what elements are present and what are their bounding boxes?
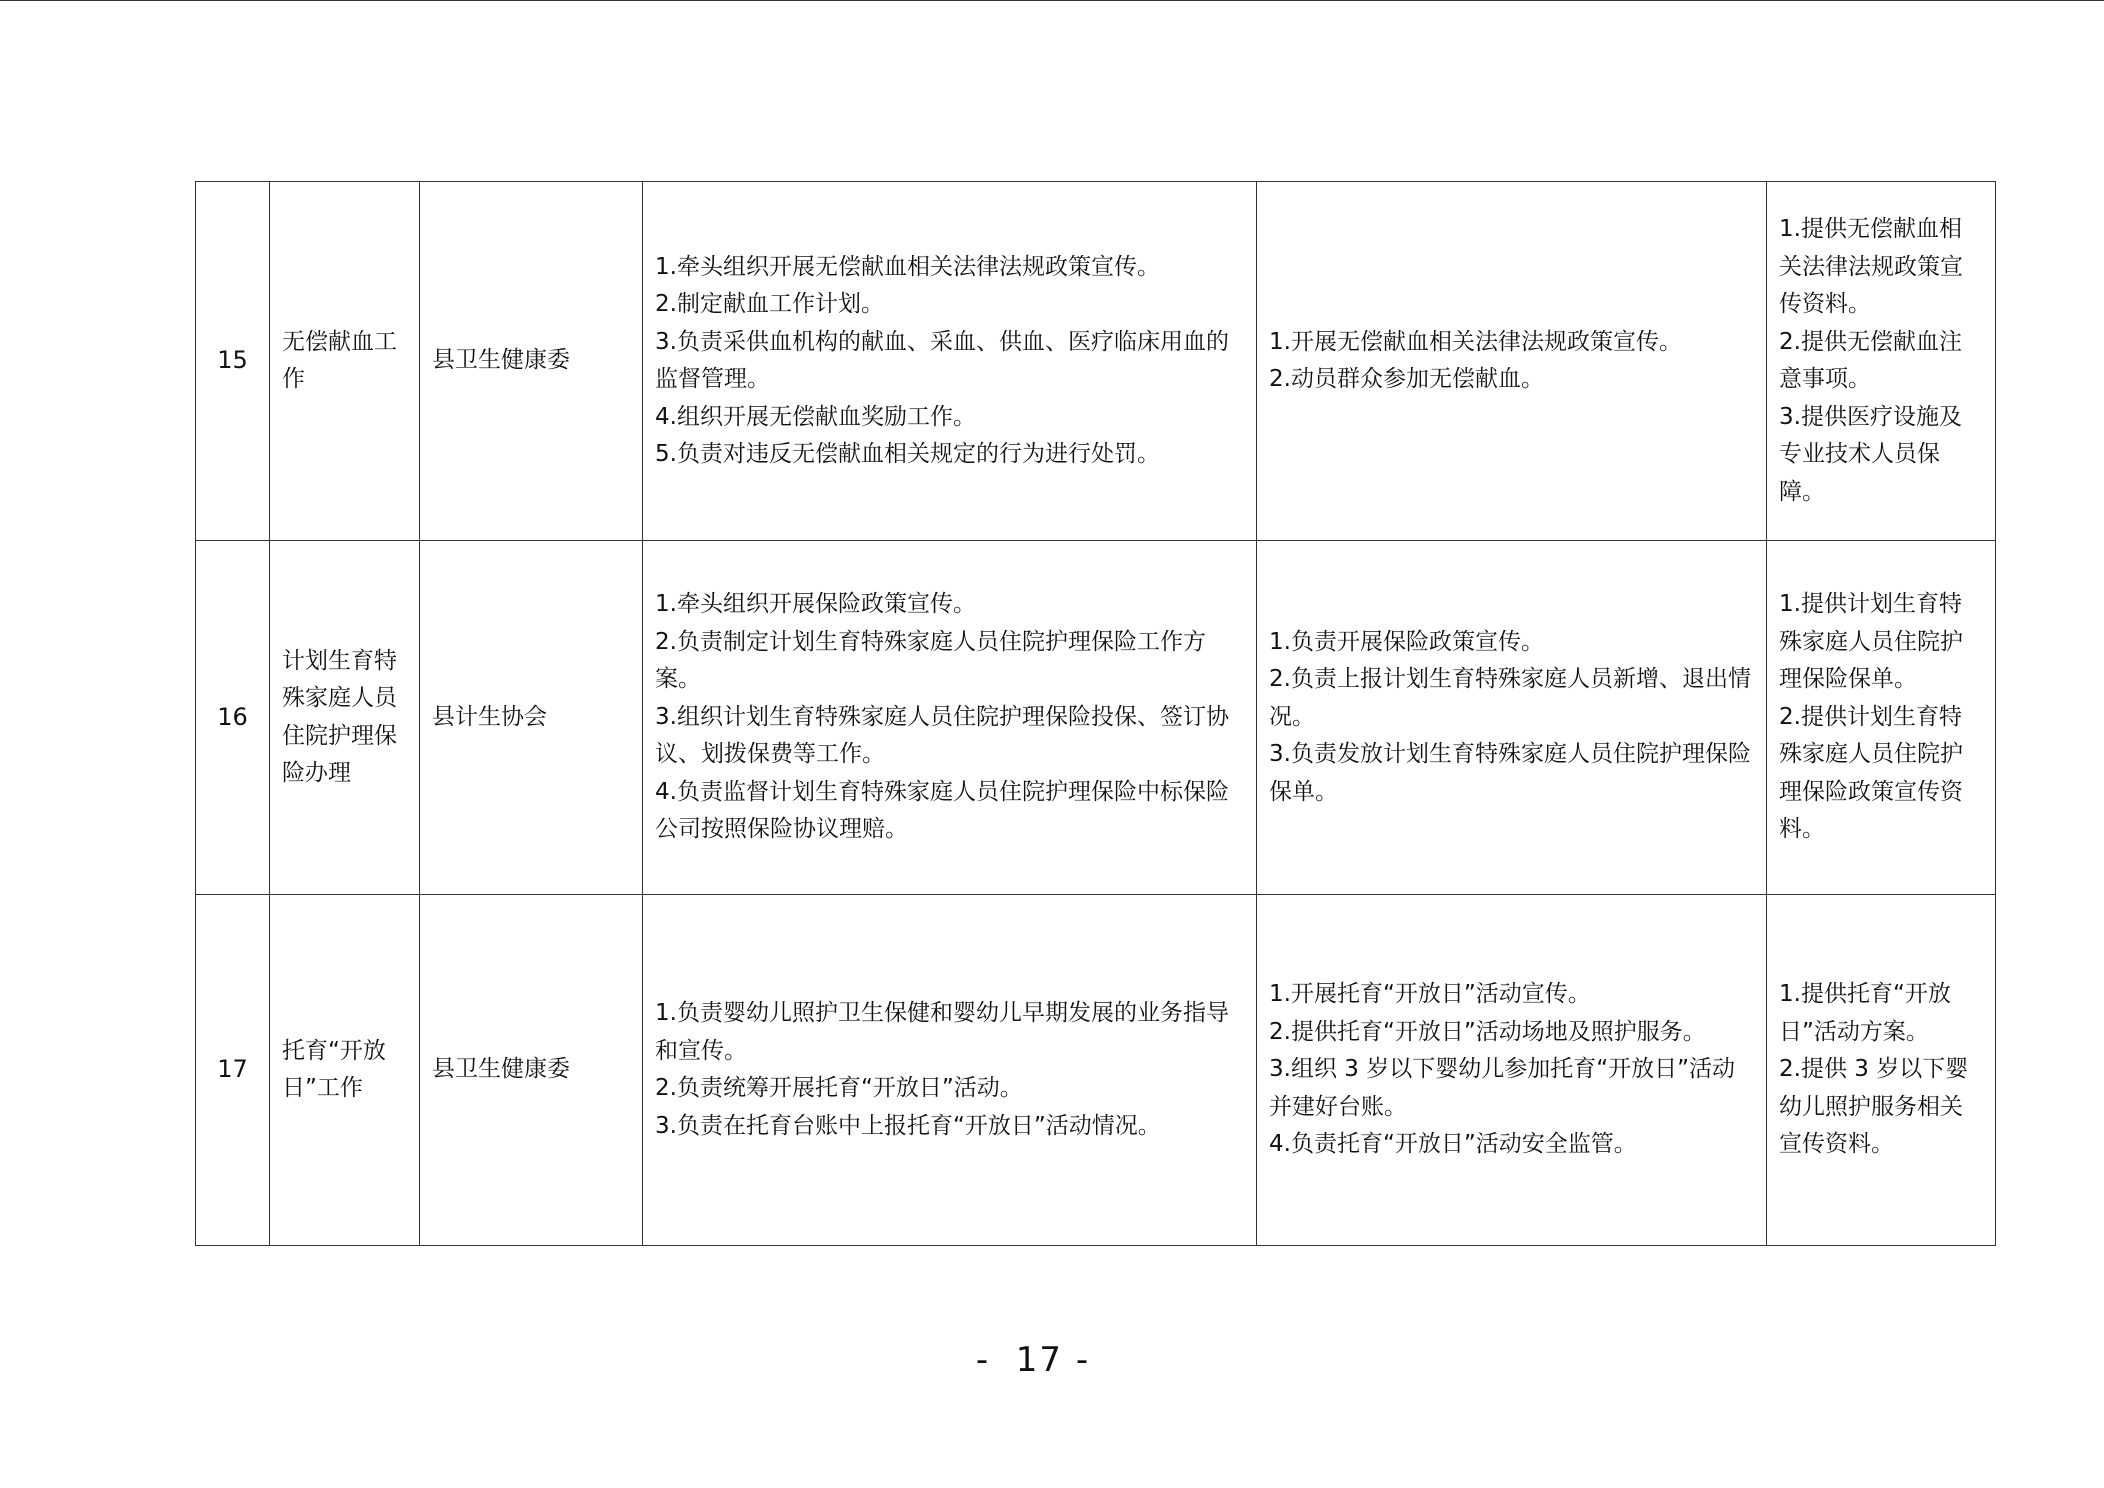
duty-line: 2.动员群众参加无偿献血。: [1269, 366, 1544, 392]
duty-line: 3.负责在托育台账中上报托育“开放日”活动情况。: [655, 1112, 1161, 1139]
support-line: 2.提供 3 岁以下婴幼儿照护服务相关宣传资料。: [1779, 1056, 1969, 1158]
row-number: 17: [196, 895, 270, 1246]
support-cell: [1767, 895, 1996, 1246]
support-line: 2.提供无偿献血注意事项。: [1779, 328, 1962, 392]
support-line: 1.提供无偿献血相关法律法规政策宣传资料。: [1779, 216, 1963, 317]
lead-department: 县卫生健康委: [420, 895, 643, 1246]
support-line: 1.提供计划生育特殊家庭人员住院护理保险保单。: [1779, 591, 1963, 693]
lead-duties-cell: [643, 182, 1257, 541]
support-cell: [1767, 541, 1996, 895]
cooperating-duties-cell: [1257, 182, 1767, 541]
row-number: 16: [196, 541, 270, 895]
support-line: 3.提供医疗设施及专业技术人员保障。: [1779, 403, 1962, 505]
duty-line: 2.制定献血工作计划。: [655, 291, 884, 317]
support-cell: [1767, 182, 1996, 541]
row-number: 15: [196, 182, 270, 541]
support-line: 2.提供计划生育特殊家庭人员住院护理保险政策宣传资料。: [1779, 703, 1963, 843]
page-top-rule: [0, 0, 2104, 1]
duty-line: 1.开展无偿献血相关法律法规政策宣传。: [1269, 328, 1682, 355]
table-row: [196, 895, 1996, 1246]
duty-line: 4.负责监督计划生育特殊家庭人员住院护理保险中标保险公司按照保险协议理赔。: [655, 778, 1229, 843]
cooperating-duties-cell: [1257, 895, 1767, 1246]
duty-line: 1.负责开展保险政策宣传。: [1269, 628, 1544, 655]
duty-line: 1.负责婴幼儿照护卫生保健和婴幼儿早期发展的业务指导和宣传。: [655, 1000, 1229, 1064]
lead-duties-cell: [643, 541, 1257, 895]
duty-line: 2.负责制定计划生育特殊家庭人员住院护理保险工作方案。: [655, 628, 1206, 693]
item-name: 计划生育特殊家庭人员住院护理保险办理: [270, 541, 420, 895]
cooperating-duties-cell: [1257, 541, 1767, 895]
duty-line: 1.开展托育“开放日”活动宣传。: [1269, 981, 1591, 1008]
duty-line: 2.负责统筹开展托育“开放日”活动。: [655, 1075, 1023, 1101]
lead-duties-cell: [643, 895, 1257, 1246]
table-row: [196, 541, 1996, 895]
lead-department: 县卫生健康委: [420, 182, 643, 541]
duty-line: 1.牵头组织开展无偿献血相关法律法规政策宣传。: [655, 253, 1160, 280]
duty-line: 3.组织计划生育特殊家庭人员住院护理保险投保、签订协议、划拨保费等工作。: [655, 703, 1229, 768]
duty-line: 5.负责对违反无偿献血相关规定的行为进行处罚。: [655, 441, 1160, 467]
duty-line: 3.负责采供血机构的献血、采血、供血、医疗临床用血的监督管理。: [655, 328, 1229, 392]
duty-line: 1.牵头组织开展保险政策宣传。: [655, 591, 976, 618]
support-line: 1.提供托育“开放日”活动方案。: [1779, 981, 1951, 1045]
item-name: 托育“开放日”工作: [270, 895, 420, 1246]
page-number: - 17 -: [975, 1340, 1091, 1380]
lead-department: 县计生协会: [420, 541, 643, 895]
duty-line: 3.组织 3 岁以下婴幼儿参加托育“开放日”活动并建好台账。: [1269, 1056, 1736, 1120]
item-name: 无偿献血工作: [270, 182, 420, 541]
duty-line: 3.负责发放计划生育特殊家庭人员住院护理保险保单。: [1269, 741, 1751, 805]
duty-line: 2.提供托育“开放日”活动场地及照护服务。: [1269, 1018, 1706, 1045]
duty-line: 4.负责托育“开放日”活动安全监管。: [1269, 1131, 1637, 1158]
duty-line: 4.组织开展无偿献血奖励工作。: [655, 403, 976, 430]
table-row: [196, 182, 1996, 541]
responsibility-table: [195, 181, 1996, 1246]
duty-line: 2.负责上报计划生育特殊家庭人员新增、退出情况。: [1269, 666, 1751, 730]
